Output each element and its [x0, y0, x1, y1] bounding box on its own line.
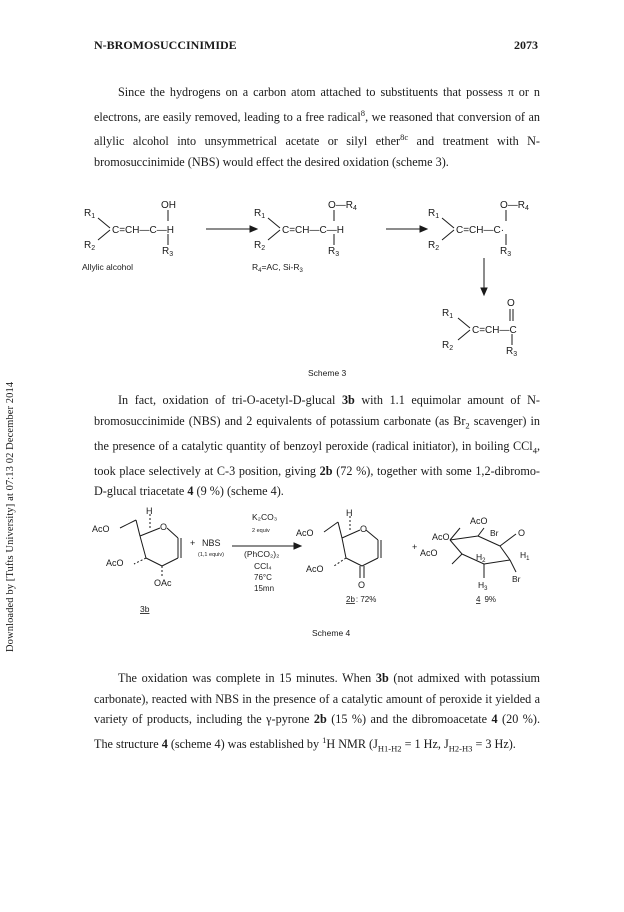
svg-text:R2: $R_2$: [428, 240, 440, 252]
svg-text:15mn: 15mn: [254, 584, 275, 593]
running-title: N-BROMOSUCCINIMIDE: [94, 38, 237, 52]
2b-aco-1: AcO: [296, 528, 314, 538]
label-2b: 2b: 72%: [346, 595, 377, 604]
svg-text:R1: $R_1$: [428, 208, 440, 220]
label-3b: 3b: [140, 604, 150, 614]
chain-2: C=CH—C—H: [282, 225, 344, 236]
svg-text:O: O: [518, 528, 526, 538]
svg-text:O: O: [358, 580, 366, 590]
scheme-4-caption: Scheme 4: [312, 628, 351, 638]
svg-text:+: +: [412, 542, 418, 552]
k2co3-label: K₂CO₃: [252, 512, 278, 522]
4-aco-top: AcO: [470, 516, 488, 526]
svg-text:H3: $H_3$: [478, 580, 488, 592]
svg-text:CCl₄: CCl₄: [254, 561, 272, 571]
r3-label-1: $R_3$: [162, 246, 174, 258]
oh-label: OH: [161, 200, 176, 211]
svg-text:H1: $H_1$: [520, 550, 530, 562]
svg-text:R2: $R_2$: [254, 240, 266, 252]
scheme-3-caption: Scheme 3: [308, 368, 347, 378]
paragraph-2: In fact, oxidation of tri-O-acetyl-D-glucal 3b with 1.1 equimolar amount of N-bromosuccinimide (NBS) and 2 equivalents of potassium carbonate (as $Br_2$ scavenger) in the presence of a catalytic quantity of benzoyl peroxide (radical initiator), in boiling CCl$_4$, took place selectively at C-3 position, giving 2b (72 %), together with some 1,2-dibromo-D-glucal triacetate 4 (9 %) (scheme 4).: [94, 393, 541, 499]
svg-text:R1: $R_1$: [254, 208, 266, 220]
allylic-alcohol-label: Allylic alcohol: [82, 262, 134, 272]
svg-text:H: H: [146, 506, 153, 516]
chain-1: C=CH—C—H: [112, 225, 174, 236]
svg-text:H2: $H_2$: [476, 552, 486, 564]
nbs-label: NBS: [202, 538, 221, 548]
page-number: 2073: [514, 38, 538, 52]
4-aco-low: AcO: [420, 548, 438, 558]
4-br-top: Br: [490, 528, 499, 538]
peroxide-label: (PhCO₂)₂: [244, 549, 280, 559]
ketone-o: O: [507, 298, 515, 309]
r4-definition: $R_4=AC$, $Si-R_3$: [252, 262, 303, 274]
3b-aco-1: AcO: [92, 524, 110, 534]
4-aco-mid: AcO: [432, 532, 450, 542]
r2-label: $R_2$: [84, 240, 96, 252]
svg-text:R2: $R_2$: [442, 340, 454, 352]
download-watermark: Downloaded by [Tufts University] at 07:13 02 December 2014: [5, 381, 16, 652]
svg-text:(1,1 equiv): (1,1 equiv): [198, 552, 224, 558]
or4-label-2: $O—R_4$: [328, 200, 357, 212]
svg-text:H: H: [346, 508, 353, 518]
svg-text:+: +: [190, 538, 196, 548]
svg-text:76°C: 76°C: [254, 573, 272, 582]
svg-text:O: O: [360, 524, 368, 534]
chain-radical: C=CH—C·: [456, 225, 505, 236]
scheme-4: [80, 506, 550, 646]
svg-text:O: O: [160, 522, 168, 532]
or4-label-3: $O—R_4$: [500, 200, 529, 212]
paragraph-3: The oxidation was complete in 15 minutes. When 3b (not admixed with potassium carbonate), reacted with NBS in the presence of a catalytic amount of peroxide it yielded a variety of products, including the γ-pyrone 2b (15 %) and the dibromoacetate 4 (20 %). The structure 4 (scheme 4) was established by $^1$H NMR ($J_{H1-H2} = 1$ Hz, $J_{H2-H3} = 3$ Hz).: [94, 671, 540, 754]
scheme-3: [80, 196, 560, 386]
paragraph-1: Since the hydrogens on a carbon atom attached to substituents that possess π or n electrons, are easily removed, leading to a free radical$^8$, we reasoned that conversion of an allylic alcohol into unsymmetrical acetate or silyl ether$^{8c}$ and treatment with N-bromosuccinimide (NBS) would effect the desired oxidation (scheme 3).: [94, 85, 540, 169]
2b-aco-2: AcO: [306, 564, 324, 574]
svg-text:R1: $R_1$: [442, 308, 454, 320]
4-br-bottom: Br: [512, 574, 521, 584]
r1-label: $R_1$: [84, 208, 96, 220]
svg-text:R3: $R_3$: [506, 346, 518, 358]
3b-aco-2: AcO: [106, 558, 124, 568]
svg-text:R3: $R_3$: [328, 246, 340, 258]
svg-text:R3: $R_3$: [500, 246, 512, 258]
svg-text:2 equiv: 2 equiv: [252, 528, 270, 534]
label-4: 4 9%: [476, 595, 497, 604]
3b-oac: OAc: [154, 578, 172, 588]
chain-ketone: C=CH—C: [472, 325, 517, 336]
